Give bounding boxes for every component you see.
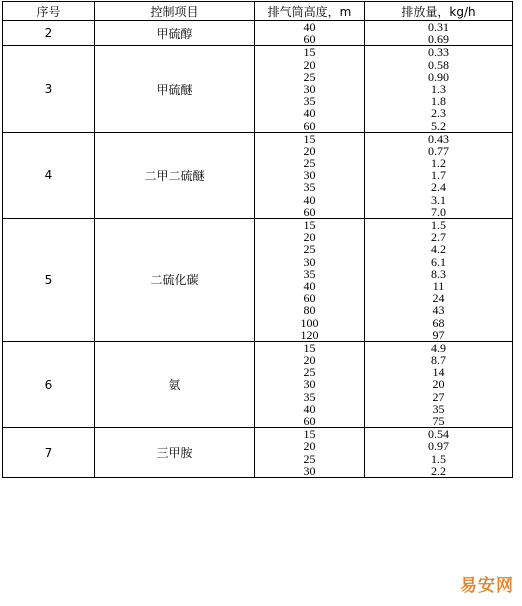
emission-rate-value: 2.4 [431, 180, 446, 195]
emission-rate-value: 0.54 [428, 427, 449, 442]
stack-height-value: 35 [303, 94, 316, 109]
header-row [3, 2, 513, 21]
row-index: 7 [3, 428, 95, 478]
emission-rate-list [365, 46, 513, 132]
table-row [3, 46, 513, 132]
table-body [3, 21, 513, 478]
emission-rate-value: 68 [432, 315, 445, 330]
emission-rate-list [365, 341, 513, 427]
stack-height-value: 25 [303, 451, 316, 466]
stack-height-value: 15 [303, 218, 316, 232]
table-row [3, 21, 513, 46]
stack-height-list [255, 428, 365, 478]
stack-height-value: 35 [303, 180, 316, 195]
emission-rate-value: 2.3 [431, 106, 446, 121]
stack-height-list [255, 21, 365, 46]
stack-height-value: 15 [303, 427, 316, 442]
stack-height-value: 25 [303, 242, 316, 257]
stack-height-value: 40 [303, 106, 316, 121]
row-index: 3 [3, 46, 95, 132]
stack-height-value: 35 [303, 266, 316, 281]
emission-rate-value: 35 [432, 401, 445, 416]
control-item-name: 二硫化碳 [95, 219, 255, 342]
control-item-name: 甲硫醚 [95, 46, 255, 132]
stack-height-value: 35 [303, 389, 316, 404]
control-item-name: 甲硫醇 [95, 21, 255, 46]
emission-rate-value: 75 [432, 414, 445, 428]
emission-rate-value: 6.1 [431, 254, 446, 269]
stack-height-value: 40 [303, 192, 316, 207]
stack-height-value: 20 [303, 143, 316, 158]
stack-height-value: 60 [303, 32, 316, 47]
stack-height-list [255, 132, 365, 218]
emission-rate-value: 8.7 [431, 353, 446, 368]
stack-height-list [255, 219, 365, 342]
table-row [3, 132, 513, 218]
emission-rate-value: 0.31 [428, 20, 449, 34]
emission-rate-value: 24 [432, 291, 445, 306]
emission-rate-value: 1.2 [431, 156, 446, 171]
stack-height-value: 80 [303, 303, 316, 318]
stack-height-value: 25 [303, 156, 316, 171]
emission-rate-value: 2.7 [431, 230, 446, 245]
stack-height-value: 20 [303, 439, 316, 454]
emission-rate-value: 14 [432, 365, 445, 380]
stack-height-value: 15 [303, 340, 316, 355]
table-row [3, 341, 513, 427]
stack-height-value: 100 [300, 315, 319, 330]
row-index: 6 [3, 341, 95, 427]
stack-height-value: 15 [303, 45, 316, 60]
stack-height-value: 30 [303, 81, 316, 96]
table-row [3, 428, 513, 478]
stack-height-value: 20 [303, 230, 316, 245]
emission-rate-value: 11 [432, 278, 445, 293]
emission-rate-value: 3.1 [431, 192, 446, 207]
stack-height-value: 120 [300, 327, 319, 342]
emission-rate-value: 0.43 [428, 131, 449, 146]
stack-height-value: 25 [303, 365, 316, 380]
emission-rate-value: 1.8 [431, 94, 446, 109]
col-header-item: 控制项目 [95, 2, 255, 21]
emission-rate-value: 0.77 [428, 143, 449, 158]
emission-rate-value: 0.33 [428, 45, 449, 60]
emission-rate-value: 0.58 [428, 57, 449, 72]
stack-height-list [255, 341, 365, 427]
emission-rate-value: 0.90 [428, 69, 449, 84]
emission-rate-value: 7.0 [431, 204, 446, 219]
stack-height-value: 60 [303, 118, 316, 133]
stack-height-value: 25 [303, 69, 316, 84]
emission-rate-value: 27 [432, 389, 445, 404]
row-index: 2 [3, 21, 95, 46]
emission-rate-value: 1.5 [431, 218, 446, 232]
emission-rate-value: 1.7 [431, 168, 446, 183]
control-item-name: 氨 [95, 341, 255, 427]
col-header-index: 序号 [3, 2, 95, 21]
emission-table [2, 1, 513, 478]
stack-height-value: 30 [303, 377, 316, 392]
emission-rate-value: 8.3 [431, 266, 446, 281]
emission-rate-value: 0.97 [428, 439, 449, 454]
stack-height-value: 15 [303, 131, 316, 146]
emission-rate-value: 4.9 [431, 340, 446, 355]
stack-height-value: 30 [303, 168, 316, 183]
table-row [3, 219, 513, 342]
row-index: 4 [3, 132, 95, 218]
emission-rate-value: 5.2 [431, 118, 446, 133]
control-item-name: 二甲二硫醚 [95, 132, 255, 218]
emission-rate-list [365, 21, 513, 46]
stack-height-value: 60 [303, 414, 316, 428]
col-header-rate: 排放量，kg/h [365, 2, 513, 21]
stack-height-value: 30 [303, 254, 316, 269]
row-index: 5 [3, 219, 95, 342]
col-header-height: 排气筒高度，m [255, 2, 365, 21]
emission-rate-value: 4.2 [431, 242, 446, 257]
emission-rate-value: 97 [432, 327, 445, 342]
emission-rate-value: 43 [432, 303, 445, 318]
stack-height-value: 40 [303, 20, 316, 34]
stack-height-value: 20 [303, 353, 316, 368]
emission-rate-value: 2.2 [431, 463, 446, 478]
emission-rate-list [365, 428, 513, 478]
stack-height-value: 60 [303, 291, 316, 306]
emission-rate-value: 20 [432, 377, 445, 392]
emission-rate-value: 0.69 [428, 32, 449, 47]
emission-rate-list [365, 132, 513, 218]
stack-height-value: 40 [303, 401, 316, 416]
watermark-logo: 易安网 [460, 576, 514, 596]
control-item-name: 三甲胺 [95, 428, 255, 478]
emission-rate-value: 1.5 [431, 451, 446, 466]
stack-height-value: 20 [303, 57, 316, 72]
stack-height-value: 40 [303, 278, 316, 293]
stack-height-value: 60 [303, 204, 316, 219]
stack-height-value: 30 [303, 463, 316, 478]
emission-rate-value: 1.3 [431, 81, 446, 96]
stack-height-list [255, 46, 365, 132]
emission-rate-list [365, 219, 513, 342]
